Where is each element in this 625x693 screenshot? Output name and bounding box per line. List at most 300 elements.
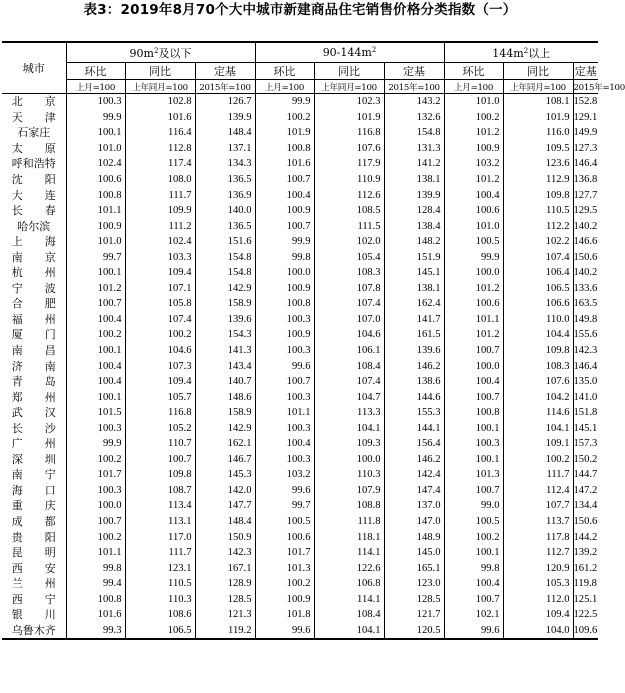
value-cell: 100.7 — [125, 452, 195, 468]
value-cell: 105.8 — [125, 296, 195, 312]
value-cell: 101.2 — [444, 172, 503, 188]
value-cell: 100.8 — [444, 405, 503, 421]
table-row — [2, 156, 598, 172]
value-cell: 131.3 — [384, 141, 444, 157]
value-cell: 143.2 — [384, 94, 444, 110]
value-cell: 101.6 — [255, 156, 314, 172]
city-cell: 贵 阳 — [11, 530, 56, 544]
value-cell: 99.8 — [444, 560, 503, 576]
value-cell: 111.7 — [125, 187, 195, 203]
value-cell: 112.9 — [503, 172, 573, 188]
value-cell: 102.2 — [503, 234, 573, 250]
value-cell: 100.1 — [66, 343, 125, 359]
value-cell: 108.4 — [314, 358, 384, 374]
city-cell: 西 宁 — [11, 592, 56, 606]
value-cell: 129.1 — [573, 110, 598, 126]
value-cell: 127.7 — [573, 187, 598, 203]
value-cell: 99.7 — [66, 249, 125, 265]
base-label: 上月=100 — [66, 80, 125, 94]
value-cell: 119.8 — [573, 576, 598, 592]
city-cell: 西 安 — [11, 561, 56, 575]
value-cell: 100.1 — [66, 265, 125, 281]
value-cell: 100.8 — [66, 592, 125, 608]
value-cell: 101.1 — [66, 203, 125, 219]
value-cell: 152.8 — [573, 94, 598, 110]
value-cell: 100.6 — [444, 296, 503, 312]
value-cell: 100.4 — [444, 576, 503, 592]
value-cell: 128.4 — [384, 203, 444, 219]
table-row — [2, 141, 598, 157]
city-cell: 长 沙 — [11, 421, 56, 435]
value-cell: 154.8 — [195, 265, 255, 281]
value-cell: 118.1 — [314, 529, 384, 545]
value-cell: 121.3 — [195, 607, 255, 623]
value-cell: 162.4 — [384, 296, 444, 312]
subheader-yoy: 同比 — [125, 63, 195, 80]
value-cell: 150.6 — [573, 249, 598, 265]
city-cell: 兰 州 — [11, 577, 56, 591]
value-cell: 102.4 — [125, 234, 195, 250]
value-cell: 99.6 — [444, 623, 503, 640]
value-cell: 104.7 — [314, 389, 384, 405]
value-cell: 104.0 — [503, 623, 573, 640]
value-cell: 100.3 — [255, 343, 314, 359]
city-cell: 郑 州 — [11, 390, 56, 404]
value-cell: 101.9 — [503, 110, 573, 126]
base-label: 上年同月=100 — [314, 80, 384, 94]
value-cell: 103.2 — [444, 156, 503, 172]
city-cell: 福 州 — [11, 312, 56, 326]
value-cell: 110.9 — [314, 172, 384, 188]
value-cell: 110.5 — [125, 576, 195, 592]
value-cell: 103.2 — [255, 467, 314, 483]
value-cell: 99.4 — [66, 576, 125, 592]
value-cell: 99.3 — [66, 623, 125, 640]
value-cell: 121.7 — [384, 607, 444, 623]
value-cell: 107.8 — [314, 281, 384, 297]
value-cell: 142.3 — [573, 343, 598, 359]
value-cell: 100.2 — [66, 452, 125, 468]
value-cell: 141.0 — [573, 389, 598, 405]
value-cell: 145.1 — [573, 420, 598, 436]
value-cell: 108.8 — [314, 498, 384, 514]
table-row — [2, 172, 598, 188]
value-cell: 114.1 — [314, 545, 384, 561]
city-cell: 海 口 — [11, 483, 56, 497]
value-cell: 100.4 — [255, 436, 314, 452]
value-cell: 110.5 — [503, 203, 573, 219]
value-cell: 148.4 — [195, 514, 255, 530]
value-cell: 104.6 — [314, 327, 384, 343]
value-cell: 146.4 — [573, 358, 598, 374]
value-cell: 108.3 — [503, 358, 573, 374]
table-row — [2, 110, 598, 126]
value-cell: 122.5 — [573, 607, 598, 623]
value-cell: 112.7 — [503, 545, 573, 561]
value-cell: 100.7 — [255, 374, 314, 390]
value-cell: 141.7 — [384, 312, 444, 328]
table-row — [2, 452, 598, 468]
value-cell: 103.3 — [125, 249, 195, 265]
value-cell: 100.3 — [66, 94, 125, 110]
subheader-base: 定基 — [384, 63, 444, 80]
value-cell: 107.4 — [314, 374, 384, 390]
value-cell: 111.8 — [314, 514, 384, 530]
value-cell: 145.0 — [384, 545, 444, 561]
value-cell: 149.9 — [573, 125, 598, 141]
value-cell: 120.9 — [503, 560, 573, 576]
base-label: 2015年=100 — [384, 80, 444, 94]
value-cell: 108.5 — [314, 203, 384, 219]
value-cell: 100.7 — [444, 483, 503, 499]
value-cell: 123.0 — [384, 576, 444, 592]
value-cell: 110.3 — [125, 592, 195, 608]
value-cell: 112.8 — [125, 141, 195, 157]
table-row — [2, 296, 598, 312]
value-cell: 139.6 — [384, 343, 444, 359]
value-cell: 107.9 — [314, 483, 384, 499]
value-cell: 100.9 — [66, 218, 125, 234]
value-cell: 100.7 — [255, 218, 314, 234]
city-cell: 长 春 — [11, 204, 56, 218]
value-cell: 100.4 — [66, 358, 125, 374]
value-cell: 123.1 — [125, 560, 195, 576]
value-cell: 113.1 — [125, 514, 195, 530]
value-cell: 100.9 — [444, 141, 503, 157]
value-cell: 109.3 — [314, 436, 384, 452]
value-cell: 99.9 — [255, 234, 314, 250]
value-cell: 134.3 — [195, 156, 255, 172]
value-cell: 123.6 — [503, 156, 573, 172]
value-cell: 167.1 — [195, 560, 255, 576]
city-cell: 成 都 — [11, 515, 56, 529]
value-cell: 100.1 — [444, 545, 503, 561]
city-cell: 济 南 — [11, 359, 56, 373]
value-cell: 100.3 — [66, 483, 125, 499]
value-cell: 101.2 — [444, 125, 503, 141]
value-cell: 101.0 — [444, 94, 503, 110]
subheader-mom: 环比 — [66, 63, 125, 80]
value-cell: 117.8 — [503, 529, 573, 545]
value-cell: 155.6 — [573, 327, 598, 343]
value-cell: 100.5 — [444, 234, 503, 250]
value-cell: 117.9 — [314, 156, 384, 172]
city-cell: 南 宁 — [11, 468, 56, 482]
base-label: 上年同月=100 — [125, 80, 195, 94]
value-cell: 100.3 — [255, 452, 314, 468]
value-cell: 113.4 — [125, 498, 195, 514]
base-label: 上月=100 — [255, 80, 314, 94]
group-header-90-144: $90-144m^2$ — [255, 42, 444, 63]
value-cell: 100.0 — [444, 265, 503, 281]
value-cell: 109.9 — [125, 203, 195, 219]
value-cell: 154.3 — [195, 327, 255, 343]
value-cell: 119.2 — [195, 623, 255, 640]
value-cell: 111.5 — [314, 218, 384, 234]
value-cell: 104.1 — [314, 623, 384, 640]
value-cell: 101.2 — [66, 281, 125, 297]
city-cell: 太 原 — [11, 141, 56, 155]
value-cell: 142.9 — [195, 420, 255, 436]
value-cell: 107.4 — [503, 249, 573, 265]
value-cell: 112.4 — [503, 483, 573, 499]
value-cell: 99.9 — [66, 436, 125, 452]
value-cell: 144.2 — [573, 529, 598, 545]
value-cell: 100.2 — [66, 327, 125, 343]
value-cell: 99.6 — [255, 623, 314, 640]
city-cell: 合 肥 — [11, 297, 56, 311]
value-cell: 100.6 — [255, 529, 314, 545]
value-cell: 156.4 — [384, 436, 444, 452]
subheader-base: 定基 — [195, 63, 255, 80]
value-cell: 100.9 — [255, 281, 314, 297]
value-cell: 137.1 — [195, 141, 255, 157]
value-cell: 109.8 — [503, 343, 573, 359]
value-cell: 99.9 — [444, 249, 503, 265]
value-cell: 147.4 — [384, 483, 444, 499]
table-row — [2, 576, 598, 592]
value-cell: 101.7 — [66, 467, 125, 483]
table-row — [2, 312, 598, 328]
value-cell: 105.4 — [314, 249, 384, 265]
value-cell: 129.5 — [573, 203, 598, 219]
value-cell: 100.8 — [255, 296, 314, 312]
value-cell: 108.4 — [314, 607, 384, 623]
city-cell: 哈尔滨 — [17, 219, 51, 233]
table-row — [2, 281, 598, 297]
value-cell: 100.2 — [444, 529, 503, 545]
value-cell: 139.6 — [195, 312, 255, 328]
price-index-table — [2, 41, 625, 640]
value-cell: 135.0 — [573, 374, 598, 390]
value-cell: 100.0 — [255, 265, 314, 281]
base-label: 上年同月=100 — [503, 80, 573, 94]
value-cell: 99.9 — [66, 110, 125, 126]
table-row — [2, 529, 598, 545]
table-row — [2, 420, 598, 436]
value-cell: 112.0 — [503, 592, 573, 608]
table-row — [2, 592, 598, 608]
value-cell: 100.7 — [444, 592, 503, 608]
value-cell: 128.9 — [195, 576, 255, 592]
value-cell: 136.9 — [195, 187, 255, 203]
city-cell: 北 京 — [11, 95, 56, 109]
value-cell: 145.3 — [195, 467, 255, 483]
value-cell: 142.3 — [195, 545, 255, 561]
value-cell: 100.9 — [255, 592, 314, 608]
value-cell: 128.5 — [384, 592, 444, 608]
value-cell: 100.2 — [444, 110, 503, 126]
value-cell: 105.3 — [503, 576, 573, 592]
table-row — [2, 218, 598, 234]
value-cell: 99.8 — [66, 560, 125, 576]
value-cell: 132.6 — [384, 110, 444, 126]
value-cell: 109.4 — [125, 265, 195, 281]
city-cell: 武 汉 — [11, 406, 56, 420]
table-row — [2, 265, 598, 281]
table-row — [2, 514, 598, 530]
table-row — [2, 607, 598, 623]
value-cell: 147.0 — [384, 514, 444, 530]
value-cell: 100.8 — [66, 187, 125, 203]
value-cell: 108.1 — [503, 94, 573, 110]
base-label: 2015年=100 — [195, 80, 255, 94]
value-cell: 141.2 — [384, 156, 444, 172]
value-cell: 100.0 — [66, 498, 125, 514]
value-cell: 144.1 — [384, 420, 444, 436]
value-cell: 100.4 — [444, 187, 503, 203]
value-cell: 154.8 — [384, 125, 444, 141]
value-cell: 100.2 — [66, 529, 125, 545]
table-row — [2, 358, 598, 374]
value-cell: 109.4 — [503, 607, 573, 623]
value-cell: 117.4 — [125, 156, 195, 172]
value-cell: 127.3 — [573, 141, 598, 157]
value-cell: 104.1 — [503, 420, 573, 436]
value-cell: 104.6 — [125, 343, 195, 359]
value-cell: 113.3 — [314, 405, 384, 421]
value-cell: 100.1 — [444, 420, 503, 436]
value-cell: 104.4 — [503, 327, 573, 343]
value-cell: 102.3 — [314, 94, 384, 110]
value-cell: 100.7 — [255, 172, 314, 188]
value-cell: 101.1 — [444, 312, 503, 328]
city-cell: 青 岛 — [11, 375, 56, 389]
value-cell: 101.3 — [255, 560, 314, 576]
value-cell: 105.7 — [125, 389, 195, 405]
value-cell: 102.1 — [444, 607, 503, 623]
value-cell: 148.2 — [384, 234, 444, 250]
value-cell: 99.0 — [444, 498, 503, 514]
value-cell: 99.6 — [255, 483, 314, 499]
value-cell: 110.7 — [125, 436, 195, 452]
value-cell: 158.9 — [195, 296, 255, 312]
value-cell: 128.5 — [195, 592, 255, 608]
value-cell: 106.1 — [314, 343, 384, 359]
city-header: 城市 — [2, 42, 66, 94]
city-cell: 石家庄 — [17, 126, 51, 140]
value-cell: 100.4 — [444, 374, 503, 390]
city-cell: 厦 门 — [11, 328, 56, 342]
value-cell: 134.4 — [573, 498, 598, 514]
value-cell: 116.8 — [314, 125, 384, 141]
value-cell: 138.4 — [384, 218, 444, 234]
value-cell: 148.6 — [195, 389, 255, 405]
value-cell: 148.4 — [195, 125, 255, 141]
value-cell: 100.7 — [444, 389, 503, 405]
value-cell: 109.8 — [503, 187, 573, 203]
value-cell: 141.3 — [195, 343, 255, 359]
value-cell: 99.9 — [255, 94, 314, 110]
city-cell: 大 连 — [11, 188, 56, 202]
base-label: 上月=100 — [444, 80, 503, 94]
value-cell: 104.1 — [314, 420, 384, 436]
subheader-base: 定基 — [573, 63, 598, 80]
value-cell: 107.4 — [125, 312, 195, 328]
value-cell: 110.0 — [503, 312, 573, 328]
value-cell: 120.5 — [384, 623, 444, 640]
value-cell: 147.2 — [573, 483, 598, 499]
value-cell: 144.7 — [573, 467, 598, 483]
value-cell: 100.4 — [66, 374, 125, 390]
table-row — [2, 623, 598, 640]
value-cell: 106.4 — [503, 265, 573, 281]
value-cell: 107.1 — [125, 281, 195, 297]
table-row — [2, 249, 598, 265]
city-cell: 重 庆 — [11, 499, 56, 513]
value-cell: 113.7 — [503, 514, 573, 530]
value-cell: 142.4 — [384, 467, 444, 483]
value-cell: 150.6 — [573, 514, 598, 530]
value-cell: 139.2 — [573, 545, 598, 561]
value-cell: 161.2 — [573, 560, 598, 576]
value-cell: 100.1 — [444, 452, 503, 468]
city-cell: 杭 州 — [11, 266, 56, 280]
value-cell: 100.9 — [255, 203, 314, 219]
value-cell: 140.0 — [195, 203, 255, 219]
value-cell: 107.4 — [314, 296, 384, 312]
table-row — [2, 545, 598, 561]
value-cell: 100.2 — [125, 327, 195, 343]
value-cell: 146.2 — [384, 452, 444, 468]
value-cell: 108.3 — [314, 265, 384, 281]
value-cell: 102.8 — [125, 94, 195, 110]
value-cell: 101.1 — [66, 545, 125, 561]
value-cell: 100.2 — [255, 576, 314, 592]
value-cell: 99.8 — [255, 249, 314, 265]
value-cell: 122.6 — [314, 560, 384, 576]
value-cell: 148.9 — [384, 529, 444, 545]
city-cell: 沈 阳 — [11, 173, 56, 186]
table-row — [2, 389, 598, 405]
value-cell: 106.8 — [314, 576, 384, 592]
value-cell: 100.8 — [255, 141, 314, 157]
table-row — [2, 234, 598, 250]
city-cell: 上 海 — [11, 235, 56, 249]
value-cell: 100.3 — [444, 436, 503, 452]
table-row — [2, 327, 598, 343]
table-row — [2, 467, 598, 483]
value-cell: 157.3 — [573, 436, 598, 452]
value-cell: 114.6 — [503, 405, 573, 421]
value-cell: 112.6 — [314, 187, 384, 203]
value-cell: 100.3 — [255, 420, 314, 436]
value-cell: 101.2 — [444, 281, 503, 297]
value-cell: 146.2 — [384, 358, 444, 374]
value-cell: 109.1 — [503, 436, 573, 452]
table-row — [2, 187, 598, 203]
value-cell: 101.5 — [66, 405, 125, 421]
value-cell: 107.6 — [314, 141, 384, 157]
city-cell: 深 圳 — [11, 452, 56, 466]
value-cell: 142.0 — [195, 483, 255, 499]
value-cell: 151.9 — [384, 249, 444, 265]
city-cell: 南 昌 — [11, 344, 56, 358]
value-cell: 111.7 — [125, 545, 195, 561]
value-cell: 146.6 — [573, 234, 598, 250]
table-row — [2, 498, 598, 514]
value-cell: 109.6 — [573, 623, 598, 640]
value-cell: 101.0 — [66, 234, 125, 250]
group-header-144: $144m^2$以上 — [444, 42, 598, 63]
value-cell: 108.7 — [125, 483, 195, 499]
value-cell: 143.4 — [195, 358, 255, 374]
value-cell: 100.7 — [66, 296, 125, 312]
value-cell: 145.1 — [384, 265, 444, 281]
city-cell: 银 川 — [11, 608, 56, 622]
value-cell: 138.1 — [384, 172, 444, 188]
value-cell: 146.7 — [195, 452, 255, 468]
